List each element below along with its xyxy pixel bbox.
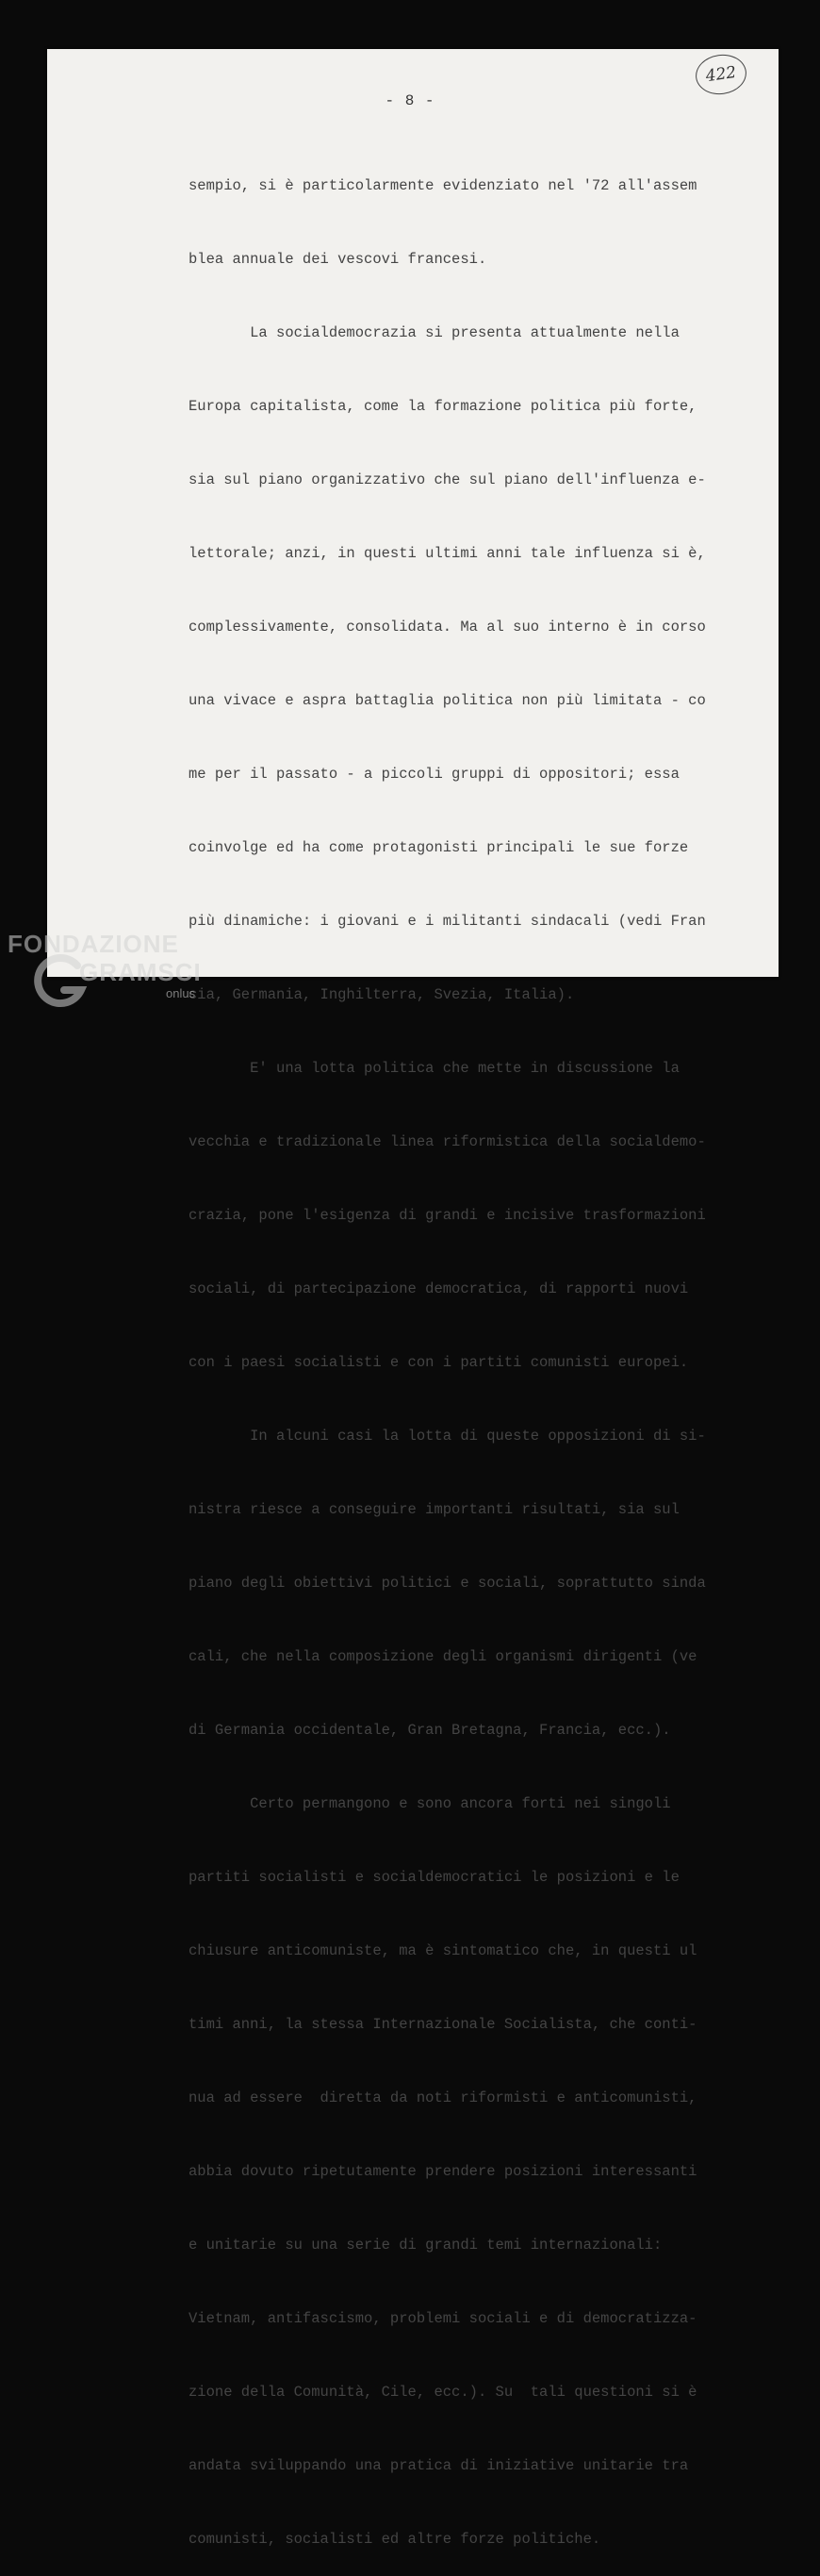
text-line: In alcuni casi la lotta di queste opposizioni di si- <box>189 1428 706 1445</box>
text-line: sia sul piano organizzativo che sul piano dell'influenza e- <box>189 471 706 488</box>
text-line: coinvolge ed ha come protagonisti principali le sue forze <box>189 839 689 856</box>
text-line: nua ad essere diretta da noti riformisti e anticomunisti, <box>189 2089 697 2106</box>
text-line: La socialdemocrazia si presenta attualmente nella <box>189 324 680 341</box>
text-line: abbia dovuto ripetutamente prendere posizioni interessanti <box>189 2163 697 2180</box>
text-line: cali, che nella composizione degli organismi dirigenti (ve <box>189 1648 697 1665</box>
text-line: E' una lotta politica che mette in discussione la <box>189 1060 680 1077</box>
text-line: piano degli obiettivi politici e sociali, soprattutto sinda <box>189 1575 706 1592</box>
text-line: sociali, di partecipazione democratica, di rapporti nuovi <box>189 1280 689 1297</box>
watermark-suffix: onlus <box>166 986 196 1000</box>
text-line: Europa capitalista, come la formazione politica più forte, <box>189 398 697 415</box>
text-line: vecchia e tradizionale linea riformistica della socialdemo- <box>189 1133 706 1150</box>
page-number: - 8 - <box>385 92 435 109</box>
text-line: crazia, pone l'esigenza di grandi e incisive trasformazioni <box>189 1207 706 1224</box>
text-line: me per il passato - a piccoli gruppi di oppositori; essa <box>189 766 680 783</box>
text-line: timi anni, la stessa Internazionale Socialista, che conti- <box>189 2016 697 2033</box>
watermark-line2: GRAMSCI <box>79 958 202 986</box>
text-line: Certo permangono e sono ancora forti nei singoli <box>189 1795 671 1812</box>
text-line: partiti socialisti e socialdemocratici le posizioni e le <box>189 1869 680 1886</box>
fondazione-gramsci-watermark <box>4 930 211 1016</box>
text-line: chiusure anticomuniste, ma è sintomatico che, in questi ul <box>189 1942 697 1959</box>
text-line: e unitarie su una serie di grandi temi internazionali: <box>189 2237 663 2254</box>
text-line: andata sviluppando una pratica di iniziative unitarie tra <box>189 2457 689 2474</box>
text-line: blea annuale dei vescovi francesi. <box>189 251 487 268</box>
text-line: di Germania occidentale, Gran Bretagna, Francia, ecc.). <box>189 1722 671 1739</box>
watermark-line1: FONDAZIONE <box>8 930 179 958</box>
text-line: più dinamiche: i giovani e i militanti sindacali (vedi Fran <box>189 913 706 930</box>
text-line: complessivamente, consolidata. Ma al suo interno è in corso <box>189 619 706 636</box>
text-line: Vietnam, antifascismo, problemi sociali e di democratizza- <box>189 2310 697 2327</box>
text-line: una vivace e aspra battaglia politica non più limitata - co <box>189 692 706 709</box>
text-line: sempio, si è particolarmente evidenziato nel '72 all'assem <box>189 177 697 194</box>
text-line: nistra riesce a conseguire importanti risultati, sia sul <box>189 1501 680 1518</box>
text-line: cia, Germania, Inghilterra, Svezia, Italia). <box>189 986 575 1003</box>
text-line: con i paesi socialisti e con i partiti comunisti europei. <box>189 1354 689 1371</box>
document-body <box>189 124 716 2576</box>
text-line: zione della Comunità, Cile, ecc.). Su tali questioni si è <box>189 2384 697 2401</box>
text-line: comunisti, socialisti ed altre forze politiche. <box>189 2531 601 2548</box>
archive-number: 422 <box>704 62 738 87</box>
text-line: lettorale; anzi, in questi ultimi anni tale influenza si è, <box>189 545 706 562</box>
